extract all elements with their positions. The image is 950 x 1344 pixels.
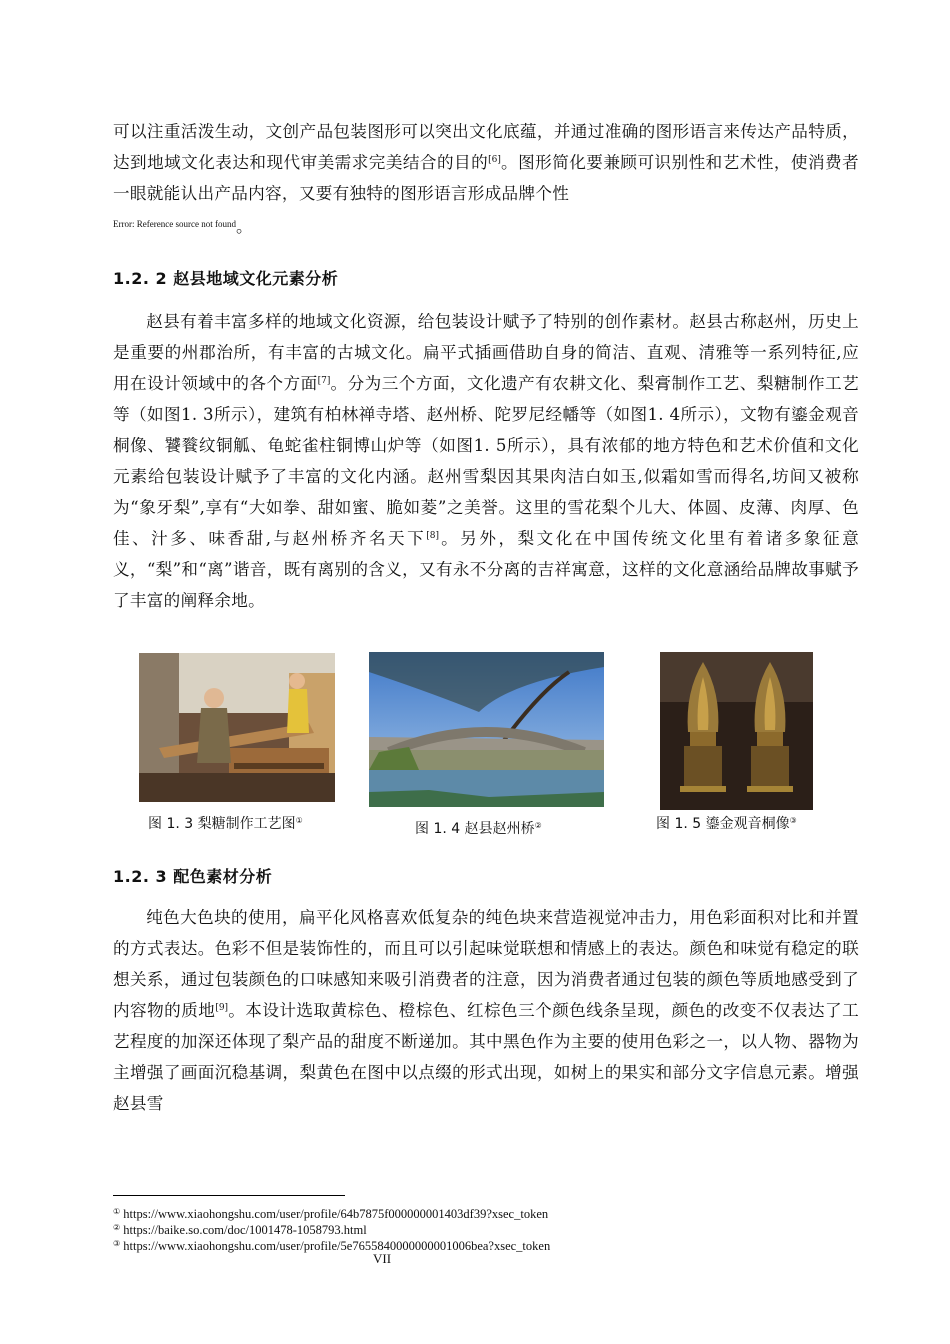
citation-6[interactable]: [6]	[488, 155, 501, 165]
footnote-ref-1[interactable]: ①	[295, 816, 303, 825]
paragraph-text: 可以注重活泼生动，文创产品包装图形可以突出文化底蕴，并通过准确的图形语言来传达产品特质，达到地域文化表达和现代审美需求完美结合的目的	[113, 122, 859, 172]
paragraph-text: 。图形简化要兼顾可识别性和艺术性，使消费者一眼就能认出产品内容，又要有独特的图形语言形成品牌个性	[113, 153, 859, 203]
citation-9[interactable]: [9]	[215, 1003, 229, 1013]
reference-error-text: Error: Reference source not found	[113, 219, 236, 229]
footnote-3: ③ https://www.xiaohongshu.com/user/profile/5e7655840000000001006bea?xsec_token	[113, 1239, 551, 1253]
paragraph-text: 。分为三个方面，文化遗产有农耕文化、梨膏制作工艺、梨糖制作工艺等（如图1. 3所示），建筑有柏林禅寺塔、赵州桥、陀罗尼经幡等（如图1. 4所示），文物有鎏金观音桐像、饕餮纹铜觚、龟蛇雀柱铜博山炉等（如图1. 5所示），具有浓郁的地方特色和艺术价值和文化元素给包装设计赋予了丰富的文化内涵。赵州雪梨因其果肉洁白如玉,似霜如雪而得名,坊间又被称为“象牙梨”,享有“大如拳、甜如蜜、脆如菱”之美誉。这里的雪花梨个儿大、体圆、皮薄、肉厚、色佳、汁多、味香甜,与赵州桥齐名天下	[113, 374, 859, 548]
footnote-ref-3[interactable]: ③	[789, 816, 797, 825]
citation-7[interactable]: [7]	[317, 376, 331, 386]
citation-8[interactable]: [8]	[426, 531, 439, 541]
paragraph-color-materials	[113, 902, 859, 1119]
page-number: VII	[373, 1251, 392, 1266]
paragraph-regional-culture	[113, 306, 859, 616]
footnote-url[interactable]: https://www.xiaohongshu.com/user/profile/5e7655840000000001006bea?xsec_token	[123, 1239, 551, 1253]
footnote-url[interactable]: https://baike.so.com/doc/1001478-1058793.html	[123, 1223, 367, 1237]
paragraph-text: 。本设计选取黄棕色、橙棕色、红棕色三个颜色线条呈现，颜色的改变不仅表达了工艺程度的加深还体现了梨产品的甜度不断递加。其中黑色作为主要的使用色彩之一，以人物、器物为主增强了画面沉稳基调，梨黄色在图中以点缀的形式出现，如树上的果实和部分文字信息元素。增强赵县雪	[113, 1001, 859, 1113]
zhaozhou-bridge-photo	[369, 652, 604, 807]
gilt-guanyin-statue-photo	[660, 652, 813, 810]
figure-caption: 图 1. 5 鎏金观音桐像③	[656, 816, 797, 832]
section-heading-1-2-3: 1.2. 3 配色素材分析	[113, 867, 273, 886]
footnote-1: ① https://www.xiaohongshu.com/user/profile/64b7875f000000001403df39?xsec_token	[113, 1207, 549, 1221]
figure-caption: 图 1. 4 赵县赵州桥②	[415, 821, 542, 837]
paragraph-end-mark: 。	[235, 217, 253, 236]
paragraph-text: 。另外，梨文化在中国传统文化里有着诸多象征意义，“梨”和“离”谐音，既有离别的含义，又有永不分离的吉祥寓意，这样的文化意涵给品牌故事赋予了丰富的阐释余地。	[113, 529, 859, 610]
paragraph-text: 赵县有着丰富多样的地域文化资源，给包装设计赋予了特别的创作素材。赵县古称赵州，历史上是重要的州郡治所，有丰富的古城文化。扁平式插画借助自身的简洁、直观、清雅等一系列特征,应用在设计领域中的各个方面	[113, 312, 859, 393]
footnote-separator	[113, 1195, 345, 1196]
footnote-2: ② https://baike.so.com/doc/1001478-1058793.html	[113, 1223, 367, 1237]
footnote-ref-2[interactable]: ②	[534, 821, 542, 830]
paragraph-text: 纯色大色块的使用，扁平化风格喜欢低复杂的纯色块来营造视觉冲击力，用色彩面积对比和并置的方式表达。色彩不但是装饰性的，而且可以引起味觉联想和情感上的表达。颜色和味觉有稳定的联想关系，通过包装颜色的口味感知来吸引消费者的注意，因为消费者通过包装的颜色等质地感受到了内容物的质地	[113, 908, 859, 1020]
footnote-url[interactable]: https://www.xiaohongshu.com/user/profile/64b7875f000000001403df39?xsec_token	[123, 1207, 549, 1221]
pear-candy-craft-photo	[139, 653, 335, 802]
figure-caption: 图 1. 3 梨糖制作工艺图①	[148, 816, 303, 832]
paragraph-intro-continuation	[113, 116, 859, 242]
section-heading-1-2-2: 1.2. 2 赵县地域文化元素分析	[113, 269, 339, 288]
